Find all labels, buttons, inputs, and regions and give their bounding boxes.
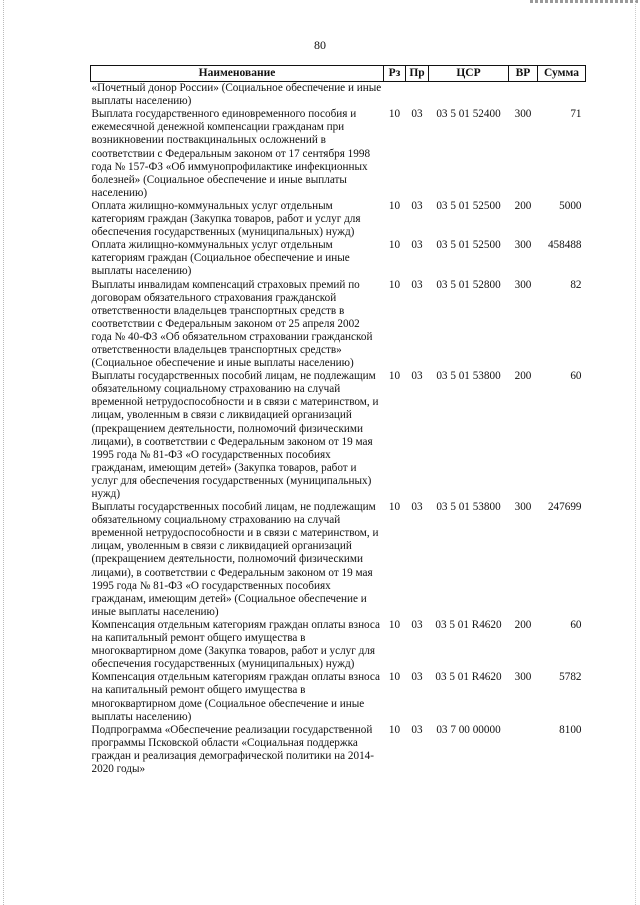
table-row bbox=[91, 724, 586, 776]
cell-sum: 247699 bbox=[547, 501, 582, 514]
table-row bbox=[91, 501, 586, 619]
table-row bbox=[91, 370, 586, 501]
header-sum: Сумма bbox=[538, 66, 586, 82]
table-row bbox=[91, 239, 586, 278]
cell-vr bbox=[509, 724, 538, 776]
scan-left-edge bbox=[3, 0, 5, 905]
cell-name: Выплаты государственных пособий лицам, не подлежащим обязательному социальному страхованию на случай временной нетрудоспособности и в связи с материнством, и лицам, уволенным в связи с ликвидацией организаций (прекращением деятельности, полномочий физическими лицами), в соответствии с Федеральным законом от 19 мая 1995 года № 81-ФЗ «О государственных пособиях гражданам, имеющим детей» (Социальное обеспечение и иные выплаты населению) bbox=[91, 501, 379, 618]
cell-csr: 03 5 01 52800 bbox=[436, 278, 501, 291]
cell-csr: 03 5 01 53800 bbox=[436, 370, 501, 383]
cell-rz: 10 bbox=[388, 501, 401, 514]
cell-pr: 03 bbox=[411, 618, 423, 631]
cell-sum: 458488 bbox=[547, 239, 582, 252]
table-row bbox=[91, 200, 586, 239]
cell-sum bbox=[538, 82, 586, 109]
cell-csr: 03 5 01 52500 bbox=[436, 239, 501, 252]
cell-vr: 200 bbox=[514, 618, 532, 631]
cell-csr: 03 5 01 R4620 bbox=[435, 671, 502, 684]
table-body bbox=[91, 82, 586, 776]
budget-table bbox=[90, 65, 586, 776]
header-name: Наименование bbox=[91, 66, 384, 82]
cell-sum: 8100 bbox=[559, 723, 582, 736]
cell-rz bbox=[384, 82, 406, 109]
cell-pr: 03 bbox=[411, 501, 423, 514]
cell-name: «Почетный донор России» (Социальное обеспечение и иные выплаты населению) bbox=[91, 82, 382, 108]
cell-name: Подпрограмма «Обеспечение реализации государственной программы Псковской области «Социальная поддержка граждан и реализация демографической политики на 2014-2020 годы» bbox=[91, 723, 374, 775]
page-number: 80 bbox=[314, 38, 326, 52]
cell-csr: 03 5 01 52400 bbox=[436, 108, 501, 121]
table-row bbox=[91, 671, 586, 723]
cell-rz: 10 bbox=[388, 108, 401, 121]
table-row bbox=[91, 108, 586, 200]
cell-csr: 03 5 01 53800 bbox=[436, 501, 501, 514]
cell-sum: 60 bbox=[570, 618, 582, 631]
cell-vr bbox=[509, 82, 538, 109]
cell-sum: 5782 bbox=[559, 671, 582, 684]
header-pr: Пр bbox=[406, 66, 429, 82]
cell-rz: 10 bbox=[388, 239, 401, 252]
table-header bbox=[91, 66, 586, 82]
cell-rz: 10 bbox=[388, 723, 401, 736]
cell-csr: 03 7 00 00000 bbox=[436, 723, 501, 736]
cell-name: Выплата государственного единовременного пособия и ежемесячной денежной компенсации гражданам при возникновении поствакцинальных осложнений в соответствии с Федеральным законом от 17 сентября 1998 года № 157-ФЗ «Об иммунопрофилактике инфекционных болезней» (Социальное обеспечение и иные выплаты населению) bbox=[91, 108, 371, 199]
cell-vr: 300 bbox=[514, 239, 532, 252]
cell-pr: 03 bbox=[411, 671, 423, 684]
cell-pr: 03 bbox=[411, 370, 423, 383]
cell-vr: 200 bbox=[514, 199, 532, 212]
scan-edge-mark bbox=[530, 0, 640, 3]
cell-sum: 60 bbox=[570, 370, 582, 383]
cell-pr: 03 bbox=[411, 239, 423, 252]
cell-vr: 300 bbox=[514, 501, 532, 514]
cell-vr: 300 bbox=[514, 671, 532, 684]
cell-csr bbox=[429, 82, 509, 109]
cell-name: Компенсация отдельным категориям граждан оплаты взноса на капитальный ремонт общего имущества в многоквартирном доме (Закупка товаров, работ и услуг для обеспечения государственных (муниципальных) нужд) bbox=[91, 618, 380, 671]
cell-rz: 10 bbox=[388, 671, 401, 684]
cell-csr: 03 5 01 R4620 bbox=[435, 618, 502, 631]
cell-vr: 200 bbox=[514, 370, 532, 383]
cell-csr: 03 5 01 52500 bbox=[436, 199, 501, 212]
cell-name: Оплата жилищно-коммунальных услуг отдельным категориям граждан (Закупка товаров, работ и услуг для обеспечения государственных (муниципальных) нужд) bbox=[91, 199, 361, 239]
scan-right-edge bbox=[635, 0, 637, 905]
cell-pr: 03 bbox=[411, 108, 423, 121]
cell-sum: 5000 bbox=[559, 199, 582, 212]
table-row bbox=[91, 619, 586, 671]
cell-name: Оплата жилищно-коммунальных услуг отдельным категориям граждан (Социальное обеспечение и иные выплаты населению) bbox=[91, 239, 350, 278]
cell-pr: 03 bbox=[411, 199, 423, 212]
header-csr: ЦСР bbox=[429, 66, 509, 82]
cell-pr: 03 bbox=[411, 723, 423, 736]
cell-sum: 82 bbox=[570, 278, 582, 291]
header-row bbox=[91, 66, 586, 82]
cell-rz: 10 bbox=[388, 370, 401, 383]
table-row bbox=[91, 279, 586, 371]
cell-rz: 10 bbox=[388, 618, 401, 631]
header-vr: ВР bbox=[509, 66, 538, 82]
cell-name: Выплаты инвалидам компенсаций страховых премий по договорам обязательного страхования гражданской ответственности владельцев транспортных средств в соответствии с Федеральным законом от 25 апреля 2002 года № 40-ФЗ «Об обязательном страховании гражданской ответственности владельцев транспортных средств» (Социальное обеспечение и иные выплаты населению) bbox=[91, 278, 373, 370]
cell-rz: 10 bbox=[388, 278, 401, 291]
cell-name: Компенсация отдельным категориям граждан оплаты взноса на капитальный ремонт общего имущества в многоквартирном доме (Социальное обеспечение и иные выплаты населению) bbox=[91, 671, 380, 723]
cell-pr bbox=[406, 82, 429, 109]
table-row bbox=[91, 82, 586, 109]
cell-sum: 71 bbox=[570, 108, 582, 121]
cell-name: Выплаты государственных пособий лицам, не подлежащим обязательному социальному страхованию на случай временной нетрудоспособности и в связи с материнством, и лицам, уволенным в связи с ликвидацией организаций (прекращением деятельности, полномочий физическими лицами), в соответствии с Федеральным законом от 19 мая 1995 года № 81-ФЗ «О государственных пособиях гражданам, имеющим детей» (Закупка товаров, работ и услуг для обеспечения государственных (муниципальных) нужд) bbox=[91, 370, 379, 500]
cell-vr: 300 bbox=[514, 278, 532, 291]
cell-pr: 03 bbox=[411, 278, 423, 291]
cell-rz: 10 bbox=[388, 199, 401, 212]
header-rz: Рз bbox=[384, 66, 406, 82]
cell-vr: 300 bbox=[514, 108, 532, 121]
